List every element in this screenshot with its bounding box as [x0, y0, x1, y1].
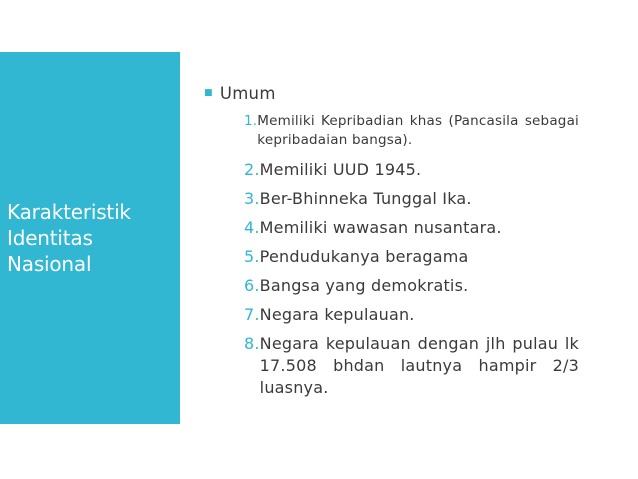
- bullet-heading-text: Umum: [219, 84, 276, 103]
- slide-content: [204, 84, 594, 406]
- list-number: 1.: [244, 113, 258, 129]
- slide-title-line-1: Karakteristik: [7, 200, 131, 224]
- list-number: 6.: [244, 276, 260, 295]
- square-bullet-icon: ■: [204, 88, 213, 98]
- list-number: 4.: [244, 218, 260, 237]
- list-text: Memiliki UUD 1945.: [259, 160, 422, 179]
- list-text: Ber-Bhinneka Tunggal Ika.: [259, 189, 472, 208]
- numbered-list: [244, 112, 579, 399]
- list-text: Negara kepulauan.: [259, 305, 415, 324]
- list-item: [244, 159, 579, 181]
- list-text: Memiliki wawasan nusantara.: [259, 218, 502, 237]
- list-number: 2.: [244, 160, 260, 179]
- list-text: Pendudukanya beragama: [259, 247, 469, 266]
- list-item: [244, 246, 579, 268]
- bullet-heading: [204, 84, 594, 104]
- list-item: [244, 112, 579, 150]
- slide-title: [7, 199, 177, 277]
- list-number: 7.: [244, 305, 260, 324]
- list-text: Negara kepulauan dengan jlh pulau lk 17.508 bhdan lautnya hampir 2/3 luasnya.: [259, 334, 579, 397]
- list-text: Bangsa yang demokratis.: [259, 276, 469, 295]
- list-number: 5.: [244, 247, 260, 266]
- list-number: 8.: [244, 334, 260, 353]
- list-item: [244, 188, 579, 210]
- list-item: [244, 217, 579, 239]
- list-number: 3.: [244, 189, 260, 208]
- list-item: [244, 333, 579, 399]
- list-text: Memiliki Kepribadian khas (Pancasila sebagai kepribadaian bangsa).: [257, 113, 579, 148]
- slide-title-line-3: Nasional: [7, 252, 92, 276]
- list-item: [244, 304, 579, 326]
- list-item: [244, 275, 579, 297]
- slide-title-line-2: Identitas: [7, 226, 93, 250]
